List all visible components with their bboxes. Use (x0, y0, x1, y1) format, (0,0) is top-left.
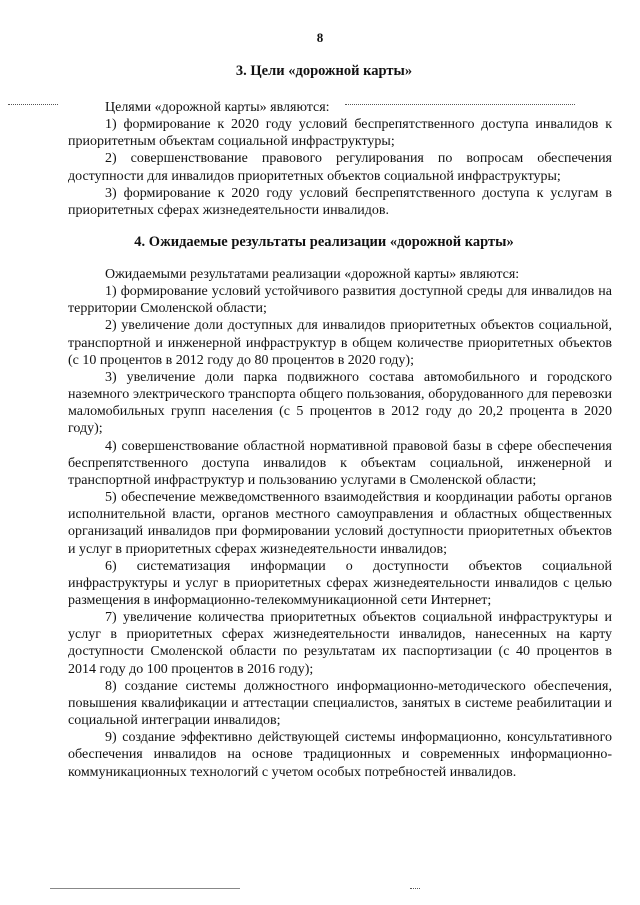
paragraph: 8) создание системы должностного информационно-методического обеспечения, повышения квалификации и аттестации специалистов, занятых в системе реабилитации и социальной интеграции инвалидов; (68, 678, 612, 729)
paragraph: 3) формирование к 2020 году условий беспрепятственного доступа к услугам в приоритетных сферах жизнедеятельности инвалидов. (68, 185, 612, 218)
paragraph: 1) формирование к 2020 году условий беспрепятственного доступа инвалидов к приоритетным объектам социальной инфраструктуры; (68, 117, 612, 150)
section-4-heading: 4. Ожидаемые результаты реализации «дорожной карты» (134, 234, 514, 250)
paragraph: 2) увеличение доли доступных для инвалидов приоритетных объектов социальной, транспортной и инженерной инфраструктур в общем количестве приоритетных объектов (с 10 процентов в 2012 году до 80 процентов в 2020 году); (68, 318, 612, 368)
scan-artifact (8, 104, 58, 105)
section-3-heading: 3. Цели «дорожной карты» (235, 63, 413, 79)
paragraph: 2) совершенствование правового регулирования по вопросам обеспечения доступности для инвалидов приоритетных объектов социальной инфраструктуры; (68, 151, 612, 184)
paragraph: Ожидаемыми результатами реализации «дорожной карты» являются: (105, 267, 520, 282)
paragraph: 6) систематизация информации о доступности объектов социальной инфраструктуры и услуг в приоритетных сферах жизнедеятельности инвалидов с целью размещения в информационно-телекоммуникационной сети Интернет; (68, 558, 612, 608)
paragraph: 4) совершенствование областной нормативной правовой базы в сфере обеспечения беспрепятственного доступа инвалидов к объектам социальной, инженерной и транспортной инфраструктур и пользованию услугами в Смоленской области; (68, 438, 612, 488)
page-number: 8 (316, 30, 324, 45)
paragraph: 9) создание эффективно действующей системы информационно, консультативного обеспечения инвалидов на основе традиционных и современных информационно-коммуникационных технологий с учетом особых потребностей инвалидов. (68, 730, 612, 780)
section-4-body (68, 266, 612, 781)
paragraph: 1) формирование условий устойчивого развития доступной среды для инвалидов на территории Смоленской области; (68, 284, 612, 317)
paragraph: Целями «дорожной карты» являются: (105, 100, 330, 115)
section-3-body (68, 99, 612, 219)
scan-artifact (410, 888, 420, 889)
scan-artifact (50, 888, 240, 889)
paragraph: 5) обеспечение межведомственного взаимодействия и координации работы органов исполнительной власти, органов местного самоуправления и областных общественных организаций инвалидов при формировании условий доступности приоритетных объектов и услуг в приоритетных сферах жизнедеятельности инвалидов; (68, 490, 612, 557)
paragraph: 3) увеличение доли парка подвижного состава автомобильного и городского наземного электрического транспорта общего пользования, оборудованного для перевозки маломобильных групп населения (с 5 процентов в 2012 году до 20,2 процента в 2020 году); (68, 369, 612, 437)
paragraph: 7) увеличение количества приоритетных объектов социальной инфраструктуры и услуг в приоритетных сферах жизнедеятельности инвалидов, нанесенных на карту доступности Смоленской области по результатам их паспортизации (с 40 процентов в 2014 году до 100 процентов в 2016 году); (68, 610, 612, 677)
